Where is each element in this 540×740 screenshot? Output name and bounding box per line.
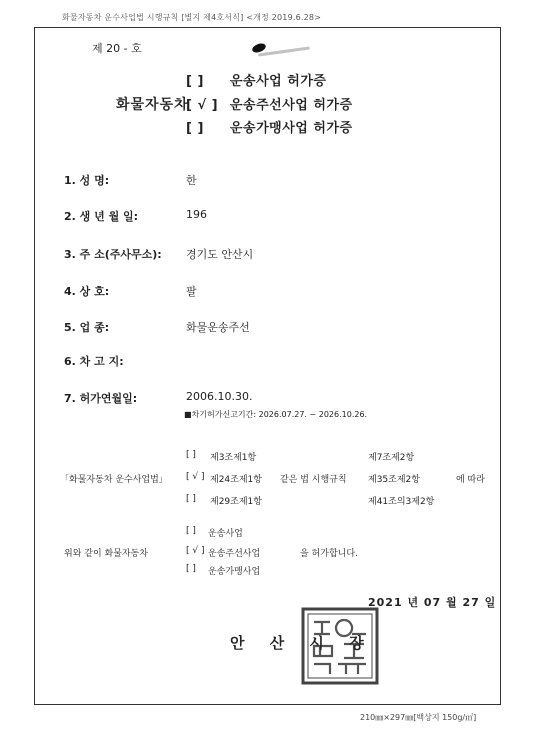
grant-suffix: 을 허가합니다. xyxy=(300,549,358,559)
grant-option-2: 운송주선사업 xyxy=(208,549,261,559)
law-rule-2: 제35조제2항 xyxy=(368,475,420,485)
grant-box-3: [ ] xyxy=(186,564,196,574)
field-permit-date-value: 2006.10.30. xyxy=(186,390,253,403)
field-address-label: 3. 주 소(주사무소): xyxy=(64,248,162,261)
permit-renewal-note: ■차기허가신고기간: 2026.07.27. ~ 2026.10.26. xyxy=(184,410,368,419)
field-name-value: 한 xyxy=(186,174,197,187)
grant-box-2: [ √ ] xyxy=(186,546,205,556)
grant-option-3: 운송가맹사업 xyxy=(208,567,261,577)
issue-date: 2021 년 07 월 27 일 xyxy=(368,596,497,609)
law-name: 「화물자동차 운수사업법」 xyxy=(60,475,168,485)
law-box-2: [ √ ] xyxy=(186,472,205,482)
title-option-3 xyxy=(186,117,353,136)
form-header: 화물자동차 운수사업법 시행규칙 [별지 제4호서식] <개정 2019.6.28> xyxy=(62,13,322,22)
law-box-3: [ ] xyxy=(186,494,196,504)
field-company-label: 4. 상 호: xyxy=(64,285,110,298)
grant-prefix: 위와 같이 화물자동차 xyxy=(64,549,148,559)
option-box: [ √ ] xyxy=(186,98,219,113)
option-box: [ ] xyxy=(186,121,204,136)
option-box: [ ] xyxy=(186,74,204,89)
option-label: 운송가맹사업 허가증 xyxy=(230,121,353,136)
field-address-value: 경기도 안산시 xyxy=(186,248,254,261)
field-permit-date-label: 7. 허가연월일: xyxy=(64,392,138,405)
law-article-2: 제24조제1항 xyxy=(210,475,262,485)
law-middle: 같은 법 시행규칙 xyxy=(280,475,347,485)
field-birth-value: 196 xyxy=(186,208,207,221)
field-birth-label: 2. 생 년 월 일: xyxy=(64,210,139,223)
law-rule-3: 제41조의3제2항 xyxy=(368,497,435,507)
grant-box-1: [ ] xyxy=(186,526,196,536)
field-business-label: 5. 업 종: xyxy=(64,321,110,334)
title-option-2 xyxy=(186,94,353,113)
title-prefix: 화물자동차 xyxy=(116,97,189,113)
option-label: 운송사업 허가증 xyxy=(230,74,327,89)
law-rule-1: 제7조제2항 xyxy=(368,453,415,463)
option-label: 운송주선사업 허가증 xyxy=(230,98,353,113)
paper-size: 210㎜×297㎜[백상지 150g/㎡] xyxy=(360,713,477,722)
field-garage-label: 6. 차 고 지: xyxy=(64,355,124,368)
grant-option-1: 운송사업 xyxy=(208,529,243,539)
law-article-1: 제3조제1항 xyxy=(210,453,257,463)
issuer-name: 안 산 시 장 xyxy=(230,634,374,652)
field-name-label: 1. 성 명: xyxy=(64,174,110,187)
field-business-value: 화물운송주선 xyxy=(186,321,250,334)
law-suffix: 에 따라 xyxy=(456,475,485,485)
law-box-1: [ ] xyxy=(186,450,196,460)
field-company-value: 팔 xyxy=(186,285,197,298)
title-option-1 xyxy=(186,70,326,89)
document-number: 제 20 - 호 xyxy=(92,42,142,55)
law-article-3: 제29조제1항 xyxy=(210,497,262,507)
